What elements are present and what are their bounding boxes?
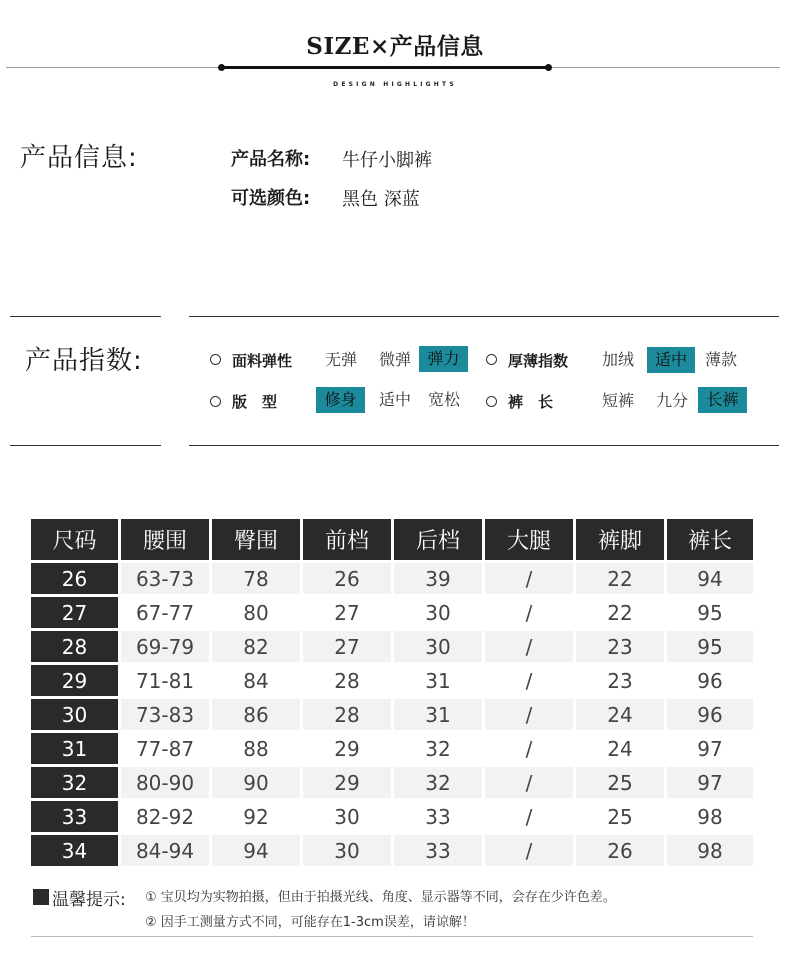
length-option-ankle: 九分: [655, 391, 688, 410]
table-cell: 73-83: [121, 699, 212, 733]
table-cell: 67-77: [121, 597, 212, 631]
table-cell: 27: [303, 631, 394, 665]
color-key: 可选颜色:: [231, 188, 311, 209]
table-row: [31, 767, 756, 801]
table-row: [31, 665, 756, 699]
size-cell: 27: [31, 597, 121, 631]
table-cell: 82: [212, 631, 303, 665]
table-cell: 82-92: [121, 801, 212, 835]
table-cell: 92: [212, 801, 303, 835]
circle-bullet-icon: [210, 396, 221, 407]
table-cell: 31: [394, 665, 485, 699]
page-title: SIZE×产品信息: [306, 33, 484, 60]
table-cell: 88: [212, 733, 303, 767]
table-row: [31, 801, 756, 835]
table-cell: 26: [303, 563, 394, 597]
fit-option-slim-selected: 修身: [316, 387, 365, 413]
elasticity-key: 面料弹性: [232, 352, 293, 370]
table-cell: /: [485, 665, 576, 699]
table-cell: 25: [576, 767, 667, 801]
note-line-1: ① 宝贝均为实物拍摄，但由于拍摄光线、角度、显示器等不同，会存在少许色差。: [145, 890, 616, 905]
table-cell: 24: [576, 699, 667, 733]
index-rule-right-bottom: [189, 445, 779, 446]
table-cell: 30: [303, 835, 394, 869]
index-rule-left-bottom: [10, 445, 161, 446]
size-cell: 29: [31, 665, 121, 699]
table-cell: 84-94: [121, 835, 212, 869]
table-cell: 32: [394, 767, 485, 801]
thickness-option-medium-selected: 适中: [647, 347, 695, 373]
table-cell: 39: [394, 563, 485, 597]
circle-bullet-icon: [486, 396, 497, 407]
bottom-divider: [31, 936, 753, 937]
size-cell: 31: [31, 733, 121, 767]
size-cell: 26: [31, 563, 121, 597]
fit-option-loose: 宽松: [427, 390, 460, 409]
header-front-rise: 前档: [303, 519, 394, 563]
table-cell: 90: [212, 767, 303, 801]
table-cell: 29: [303, 733, 394, 767]
header-thigh: 大腿: [485, 519, 576, 563]
table-cell: /: [485, 767, 576, 801]
size-table-header: [31, 519, 756, 563]
table-cell: /: [485, 699, 576, 733]
table-cell: 80: [212, 597, 303, 631]
note-line-2: ② 因手工测量方式不同，可能存在1-3cm误差，请谅解！: [145, 915, 475, 930]
table-cell: 28: [303, 699, 394, 733]
index-rule-right-top: [189, 316, 779, 317]
product-name-key: 产品名称:: [231, 149, 311, 170]
header-back-rise: 后档: [394, 519, 485, 563]
table-cell: 26: [576, 835, 667, 869]
table-cell: 30: [303, 801, 394, 835]
header-hip: 臀围: [212, 519, 303, 563]
size-cell: 28: [31, 631, 121, 665]
table-cell: 22: [576, 563, 667, 597]
elasticity-option-none: 无弹: [324, 350, 357, 369]
header-waist: 腰围: [121, 519, 212, 563]
length-option-full-selected: 长裤: [698, 387, 747, 413]
table-cell: 95: [667, 631, 756, 665]
table-cell: 84: [212, 665, 303, 699]
table-cell: 86: [212, 699, 303, 733]
table-cell: 33: [394, 835, 485, 869]
product-info-label: 产品信息:: [20, 143, 138, 173]
thickness-option-thin: 薄款: [704, 350, 737, 369]
notes-title: 温馨提示:: [52, 890, 126, 910]
table-cell: /: [485, 801, 576, 835]
table-cell: 30: [394, 631, 485, 665]
table-cell: 23: [576, 631, 667, 665]
table-cell: 96: [667, 665, 756, 699]
table-cell: /: [485, 597, 576, 631]
table-cell: 95: [667, 597, 756, 631]
thickness-option-fleece: 加绒: [601, 350, 634, 369]
table-cell: 97: [667, 733, 756, 767]
table-cell: 97: [667, 767, 756, 801]
table-cell: /: [485, 733, 576, 767]
table-row: [31, 835, 756, 869]
table-cell: 27: [303, 597, 394, 631]
table-cell: 30: [394, 597, 485, 631]
size-cell: 34: [31, 835, 121, 869]
circle-bullet-icon: [210, 354, 221, 365]
product-index-label: 产品指数:: [25, 346, 143, 376]
table-cell: /: [485, 563, 576, 597]
header-leg-opening: 裤脚: [576, 519, 667, 563]
circle-bullet-icon: [486, 354, 497, 365]
table-cell: 77-87: [121, 733, 212, 767]
size-table: [31, 519, 756, 869]
table-cell: 24: [576, 733, 667, 767]
index-rule-left-top: [10, 316, 161, 317]
table-cell: 78: [212, 563, 303, 597]
table-cell: /: [485, 835, 576, 869]
product-name-value: 牛仔小脚裤: [342, 150, 432, 171]
table-cell: 28: [303, 665, 394, 699]
table-cell: 31: [394, 699, 485, 733]
table-cell: 63-73: [121, 563, 212, 597]
divider-dot-left: [218, 64, 225, 71]
table-cell: 71-81: [121, 665, 212, 699]
table-cell: 96: [667, 699, 756, 733]
fit-key: 版 型: [232, 393, 278, 411]
elasticity-option-slight: 微弹: [378, 350, 411, 369]
table-cell: 94: [212, 835, 303, 869]
table-row: [31, 631, 756, 665]
header-subtitle: DESIGN HIGHLIGHTS: [333, 81, 457, 88]
header-divider-accent: [221, 66, 548, 69]
fit-option-regular: 适中: [378, 390, 411, 409]
size-cell: 30: [31, 699, 121, 733]
table-cell: 29: [303, 767, 394, 801]
table-cell: 80-90: [121, 767, 212, 801]
table-cell: 98: [667, 801, 756, 835]
table-row: [31, 699, 756, 733]
header-size: 尺码: [31, 519, 121, 563]
table-cell: 33: [394, 801, 485, 835]
size-cell: 33: [31, 801, 121, 835]
table-cell: 23: [576, 665, 667, 699]
size-cell: 32: [31, 767, 121, 801]
header-length: 裤长: [667, 519, 756, 563]
table-cell: 25: [576, 801, 667, 835]
note-square-icon: [33, 889, 49, 905]
table-cell: 94: [667, 563, 756, 597]
length-option-shorts: 短裤: [601, 391, 634, 410]
table-cell: 69-79: [121, 631, 212, 665]
length-key: 裤 长: [508, 393, 554, 411]
table-row: [31, 733, 756, 767]
table-cell: 98: [667, 835, 756, 869]
table-cell: 32: [394, 733, 485, 767]
table-cell: /: [485, 631, 576, 665]
table-cell: 22: [576, 597, 667, 631]
color-value: 黑色 深蓝: [342, 189, 420, 210]
table-row: [31, 597, 756, 631]
elasticity-option-stretch-selected: 弹力: [419, 346, 468, 372]
table-row: [31, 563, 756, 597]
divider-dot-right: [545, 64, 552, 71]
thickness-key: 厚薄指数: [508, 352, 569, 370]
